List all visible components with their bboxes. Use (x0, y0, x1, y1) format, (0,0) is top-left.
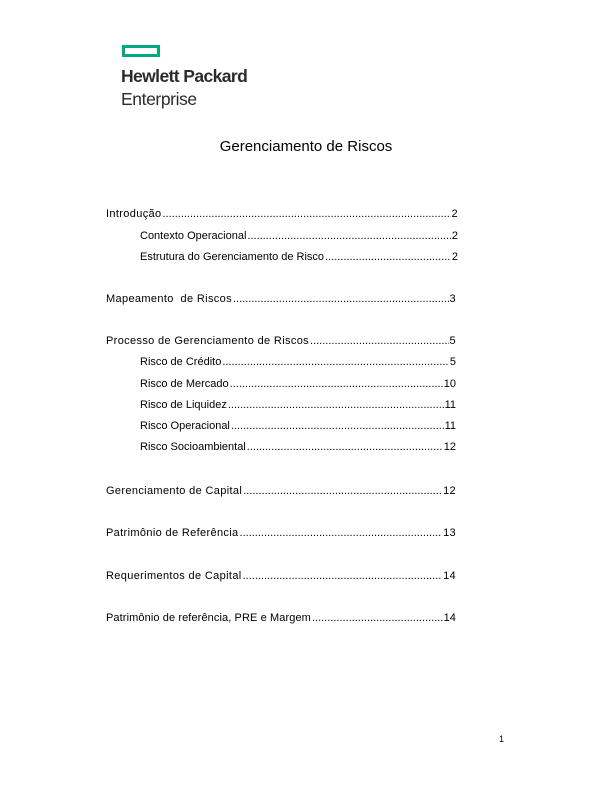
toc-leader-dots (240, 526, 443, 540)
page-number: 1 (499, 734, 505, 744)
toc-entry-introducao[interactable] (106, 207, 458, 221)
toc-entry-page: 12 (443, 485, 456, 497)
toc-entry-page: 14 (443, 612, 456, 624)
toc-entry-label: Risco de Liquidez (140, 399, 227, 411)
toc-entry-gerenciamento-capital[interactable] (106, 484, 456, 498)
toc-entry-page: 2 (451, 230, 458, 242)
toc-entry-page: 11 (444, 420, 456, 432)
toc-leader-dots (243, 569, 442, 583)
toc-entry-label: Introdução (106, 208, 162, 220)
toc-leader-dots (222, 355, 449, 369)
logo-text-line1: Hewlett Packard (121, 66, 248, 86)
toc-entry-risco-liquidez[interactable] (140, 398, 456, 412)
toc-leader-dots (247, 440, 443, 454)
toc-entry-patrimonio-pre-margem[interactable] (106, 611, 456, 625)
toc-entry-page: 11 (444, 399, 456, 411)
toc-entry-page: 2 (451, 251, 458, 263)
toc-entry-label: Processo de Gerenciamento de Riscos (106, 335, 310, 347)
toc-entry-risco-operacional[interactable] (140, 419, 456, 433)
toc-entry-page: 12 (443, 441, 456, 453)
toc-entry-label: Risco de Crédito (140, 356, 222, 368)
company-logo (121, 45, 251, 115)
toc-entry-requerimentos-capital[interactable] (106, 569, 456, 583)
toc-entry-label: Mapeamento de Riscos (106, 293, 232, 305)
toc-leader-dots (310, 334, 449, 348)
toc-leader-dots (231, 419, 444, 433)
toc-leader-dots (228, 398, 444, 412)
logo-text-line2: Enterprise (121, 89, 197, 109)
toc-entry-page: 5 (449, 356, 456, 368)
toc-entry-page: 13 (443, 527, 456, 539)
toc-leader-dots (162, 207, 450, 221)
toc-entry-page: 2 (451, 208, 458, 220)
toc-entry-label: Requerimentos de Capital (106, 570, 242, 582)
toc-entry-label: Risco Operacional (140, 420, 230, 432)
toc-leader-dots (312, 611, 443, 625)
toc-entry-label: Patrimônio de Referência (106, 527, 239, 539)
toc-leader-dots (230, 377, 443, 391)
logo-element-icon (122, 45, 160, 57)
toc-entry-patrimonio-referencia[interactable] (106, 526, 456, 540)
toc-entry-mapeamento-riscos[interactable] (106, 292, 456, 306)
toc-entry-label: Patrimônio de referência, PRE e Margem (106, 612, 311, 624)
document-title: Gerenciamento de Riscos (219, 138, 393, 155)
toc-leader-dots (233, 292, 449, 306)
toc-entry-label: Estrutura do Gerenciamento de Risco (140, 251, 325, 263)
toc-entry-risco-credito[interactable] (140, 355, 456, 369)
toc-leader-dots (243, 484, 442, 498)
toc-entry-risco-socioambiental[interactable] (140, 440, 456, 454)
toc-entry-label: Risco de Mercado (140, 378, 229, 390)
toc-entry-processo-gerenciamento[interactable] (106, 334, 456, 348)
toc-entry-estrutura-gerenciamento[interactable] (140, 250, 458, 264)
toc-entry-label: Contexto Operacional (140, 230, 247, 242)
toc-entry-label: Risco Socioambiental (140, 441, 246, 453)
toc-entry-page: 3 (449, 293, 456, 305)
toc-leader-dots (247, 229, 450, 243)
toc-entry-page: 10 (443, 378, 456, 390)
toc-entry-page: 5 (449, 335, 456, 347)
toc-entry-label: Gerenciamento de Capital (106, 485, 243, 497)
toc-entry-risco-mercado[interactable] (140, 377, 456, 391)
toc-entry-page: 14 (443, 570, 456, 582)
toc-leader-dots (325, 250, 451, 264)
toc-entry-contexto-operacional[interactable] (140, 229, 458, 243)
